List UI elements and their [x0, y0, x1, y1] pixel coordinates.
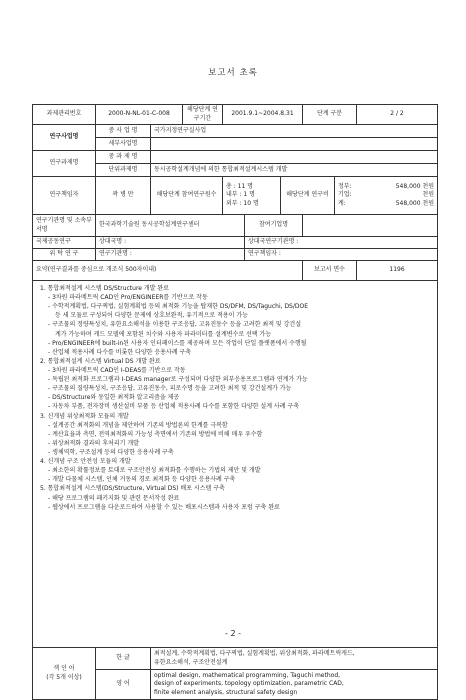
- cost-gov-amount: 548,000 천원: [395, 183, 435, 191]
- summary-item: - 자동차 부품, 전자장비 생산설비 부품 등 산업체 적용사례 다수를 포함한 다양한 설계 사례 구축: [48, 403, 300, 411]
- mgmt-number-label: 과제관리번호: [33, 105, 96, 125]
- intl-label: 국제공동연구: [33, 237, 96, 249]
- summary-item: - 위상최적화 결과의 후처리기 개발: [48, 439, 139, 447]
- summary-heading: 3. 신개념 위상최적화 모듈의 개발: [40, 412, 129, 420]
- keywords-kor-label: 한 글: [96, 648, 151, 670]
- project-section-label: 연구사업명: [33, 125, 96, 151]
- summary-label: 요약(연구결과를 중심으로 개조식 500자이내): [33, 261, 303, 281]
- researcher-internal: 내부 : 1 명: [226, 191, 255, 199]
- period-value: 2001.9.1~2004.8.31: [223, 105, 303, 125]
- mid-project-value: 국가지정연구실사업: [151, 125, 438, 138]
- summary-item: 등 세 모듈로 구성되어 다양한 문제에 상호보완적, 유기적으로 적용이 가능: [55, 312, 248, 320]
- summary-heading: 1. 통합최적설계 시스템 DS/Structure 개발 완료: [40, 285, 169, 292]
- summary-body: [33, 281, 438, 648]
- keywords-eng: [151, 670, 438, 700]
- report-title: 보고서 초록: [208, 68, 258, 78]
- stage-label: 단계 구분: [303, 105, 357, 125]
- cost-gov-label: 정부:: [338, 183, 352, 191]
- keywords-label: 색 인 어: [53, 665, 75, 673]
- delegation-pi: 연구책임자 :: [245, 249, 438, 261]
- summary-item: - 독립된 최적화 프로그램과 I-DEAS manager로 구성되며 다양한 외부응용프로그램과 연계가 가능: [48, 376, 308, 384]
- summary-item: - 해당 프로그램의 패키지화 및 관련 문서작성 완료: [48, 494, 180, 502]
- pages-value: 1196: [357, 261, 438, 281]
- org-label: 연구기관명 및 소속부서명: [33, 215, 96, 237]
- mid-project-label: 중 사 업 명: [96, 125, 151, 138]
- summary-heading: 2. 통합최적설계 시스템 Virtual DS 개발 완료: [40, 357, 161, 365]
- researcher-total: 총 : 11 명: [226, 183, 253, 191]
- intl-inst: 상대국연구기관명 :: [245, 237, 438, 249]
- mgmt-number-value: 2000-N-NL-01-C-008: [96, 105, 183, 125]
- summary-item: - 구조물의 질량특성치, 구조응답, 고유진동수, 피로수명 등을 고려한 최적 및 강건설계가 가능: [48, 385, 292, 393]
- detail-project-value: [151, 138, 438, 151]
- researcher-external: 외부 : 10 명: [226, 199, 259, 207]
- delegation-inst: 연구기관명 :: [96, 249, 245, 261]
- org-value: 한국과학기술원 동시공학설계연구센터: [96, 215, 245, 237]
- researcher-counts: [223, 177, 281, 215]
- keywords-sub-label: (각 5개 이상): [46, 673, 82, 681]
- keywords-kor: [151, 648, 438, 670]
- cost-company-label: 기업:: [338, 191, 352, 199]
- keywords-eng-label: 영 어: [96, 670, 151, 700]
- keywords-kor-line-2: 유한요소해석, 구조안전설계: [154, 658, 228, 666]
- summary-item: - 설계공간 최적화의 개념을 제안하여 기존의 방법론의 한계를 극복함: [48, 421, 228, 429]
- keywords-kor-line-1: 최적설계, 수학적계획법, 다구찌법, 실험계획법, 위상최적화, 파라메트릭캐드,: [154, 650, 355, 658]
- task-section-label: 연구과제명: [33, 151, 96, 177]
- summary-item: - 계산효율과 측면, 전역최적화의 가능성 측면에서 기존의 방법에 비해 매우 우수함: [48, 430, 263, 438]
- cost-total-row: [338, 200, 434, 208]
- delegation-label: 위 탁 연 구: [33, 249, 96, 261]
- company-label: 참여기업명: [245, 215, 303, 237]
- summary-heading: 5. 통합최적설계 시스템(DS/Structure, Virtual DS) 배포 시스템 구축: [40, 485, 225, 493]
- summary-item: - 최소한의 확률정보를 토대로 구조안전성 최적화를 수행하는 기법의 제안 및 개발: [48, 467, 261, 475]
- cost-gov-row: [338, 183, 434, 191]
- researchers-label: 해당단계 참여연구원수: [151, 177, 223, 215]
- summary-item: - 3차원 파라메트릭 CAD인 Pro/ENGINEER를 기반으로 작동: [48, 294, 208, 302]
- detail-project-label: 세부사업명: [96, 138, 151, 151]
- cost-company-row: [338, 191, 434, 199]
- summary-item: - DS/Structure와 동일한 최적화 알고리즘을 제공: [48, 394, 180, 402]
- stage-value: 2 / 2: [357, 105, 438, 125]
- summary-item: - Pro/ENGINEER에 built-in된 사용자 인터페이스를 제공하며 모든 작업이 단일 플랫폼에서 수행될: [48, 339, 307, 347]
- task-mid-value: [151, 151, 438, 164]
- cost-company-amount: 천원: [422, 191, 435, 199]
- keywords-eng-line-1: optimal design, mathematical programming, Taguchi method,: [154, 672, 341, 680]
- summary-lines: [38, 284, 432, 512]
- cost-total-amount: 548,000 천원: [395, 199, 435, 207]
- keywords-label-cell: [33, 648, 96, 700]
- keywords-eng-line-2: design of experiments, topology optimization, parametric CAD,: [154, 680, 344, 688]
- company-value: [303, 215, 438, 237]
- cost-label: 해당단계 연구비: [281, 177, 335, 215]
- keywords-eng-line-3: finite element analysis, structural safety design: [154, 688, 298, 696]
- pi-name: 곽 병 만: [96, 177, 151, 215]
- report-abstract-form: [32, 104, 438, 700]
- cost-total-label: 계:: [338, 199, 346, 207]
- period-label: 해당단계 연구기간: [183, 105, 223, 125]
- pi-label: 연구책임자: [33, 177, 96, 215]
- summary-item: - 개발 다물체 시스템, 인체 거동의 경로 최적화 등 다양한 응용사례 구축: [48, 476, 236, 484]
- summary-item: - 웹상에서 프로그램을 다운로드하여 사용할 수 있는 배포시스템과 사용자 포럼 구축 완료: [48, 503, 280, 511]
- intl-country: 상대국명 :: [96, 237, 245, 249]
- summary-item: 계가 가능하며 캐드 모델에 포함된 치수와 사용자 파라미터를 설계변수로 선택 가능: [55, 330, 272, 338]
- cost-values: [335, 177, 438, 215]
- summary-item: - 3차원 파라메트릭 CAD인 I-DEAS를 기반으로 작동: [48, 366, 186, 374]
- summary-item: - 생체역학, 구조설계 등의 다양한 응용사례 구축: [48, 448, 174, 456]
- pages-label: 보고서 면수: [303, 261, 357, 281]
- summary-item: - 산업체 적용사례 다수를 비롯한 다양한 응용사례 구축: [48, 348, 192, 356]
- summary-item: - 구조물의 정량특성치, 유한요소해석을 이용한 구조응답, 고유진동수 등을 고려한 최적 및 강건설: [48, 321, 302, 329]
- unit-task-value: 동시공학설계개념에 의한 통합최적설계시스템 개발: [151, 164, 438, 177]
- unit-task-label: 단위과제명: [96, 164, 151, 177]
- page-number: - 2 -: [225, 629, 241, 638]
- task-mid-label: 중 과 제 명: [96, 151, 151, 164]
- summary-item: - 수학적계획법, 다구찌법, 실험계획법 등의 최적화 기능을 탑재한 DS/DFM, DS/Taguchi, DS/DOE: [48, 303, 309, 311]
- summary-heading: 4. 신개념 구조 안전성 모듈의 개발: [40, 458, 131, 466]
